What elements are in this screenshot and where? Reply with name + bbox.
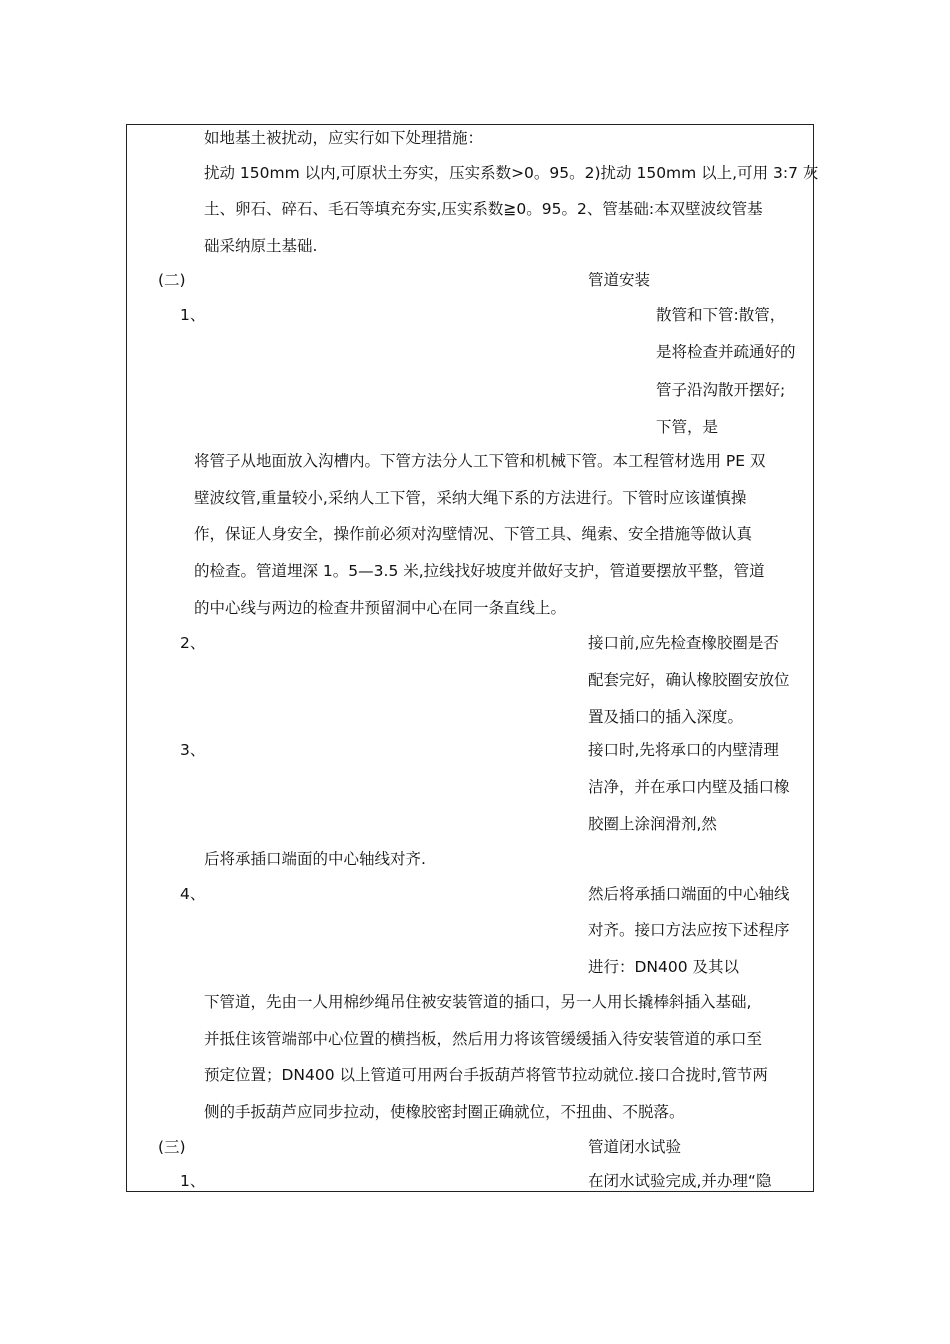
item-text-line: 散管和下管:散管， — [656, 306, 786, 324]
item-text-line: 是将检查并疏通好的 — [656, 343, 796, 361]
paragraph-line: 扰动 150mm 以内,可原状土夯实，压实系数>0。95。2)扰动 150mm 以上,可用 3:7 灰 — [204, 164, 819, 182]
paragraph-line: 础采纳原土基础. — [204, 237, 318, 255]
paragraph-line: 并抵住该管端部中心位置的横挡板，然后用力将该管缓缓插入待安装管道的承口至 — [204, 1030, 763, 1048]
paragraph-line: 如地基土被扰动，应实行如下处理措施： — [204, 129, 484, 147]
item-text-line: 下管，是 — [656, 418, 719, 436]
item-number: 2、 — [180, 634, 206, 652]
paragraph-line: 土、卵石、碎石、毛石等填充夯实,压实系数≧0。95。2、管基础:本双壁波纹管基 — [204, 200, 763, 218]
item-text-line: 配套完好，确认橡胶圈安放位 — [588, 671, 790, 689]
item-number: 1、 — [180, 306, 206, 324]
item-text-line: 对齐。接口方法应按下述程序 — [588, 921, 790, 939]
item-text-line: 管子沿沟散开摆好; — [656, 381, 786, 399]
section-title: 管道闭水试验 — [588, 1138, 682, 1156]
item-text-line: 洁净，并在承口内壁及插口橡 — [588, 778, 790, 796]
paragraph-line: 的检查。管道埋深 1。5—3.5 米,拉线找好坡度并做好支护，管道要摆放平整，管道 — [194, 562, 765, 580]
item-text-line: 在闭水试验完成,并办理“隐 — [588, 1172, 772, 1190]
paragraph-line: 后将承插口端面的中心轴线对齐. — [204, 850, 426, 868]
paragraph-line: 预定位置；DN400 以上管道可用两台手扳葫芦将管节拉动就位.接口合拢时,管节两 — [204, 1066, 768, 1084]
item-text-line: 胶圈上涂润滑剂,然 — [588, 815, 717, 833]
section-number: (三) — [158, 1138, 186, 1156]
item-text-line: 然后将承插口端面的中心轴线 — [588, 885, 790, 903]
item-number: 1、 — [180, 1172, 206, 1190]
item-text-line: 接口时,先将承口的内壁清理 — [588, 741, 779, 759]
paragraph-line: 壁波纹管,重量较小,采纳人工下管，采纳大绳下系的方法进行。下管时应该谨慎操 — [194, 489, 747, 507]
paragraph-line: 将管子从地面放入沟槽内。下管方法分人工下管和机械下管。本工程管材选用 PE 双 — [194, 452, 766, 470]
item-number: 4、 — [180, 885, 206, 903]
section-title: 管道安装 — [588, 271, 651, 289]
item-text-line: 接口前,应先检查橡胶圈是否 — [588, 634, 779, 652]
paragraph-line: 侧的手扳葫芦应同步拉动，使橡胶密封圈正确就位，不扭曲、不脱落。 — [204, 1103, 685, 1121]
paragraph-line: 下管道，先由一人用棉纱绳吊住被安装管道的插口，另一人用长撬棒斜插入基础, — [204, 993, 752, 1011]
item-text-line: 进行：DN400 及其以 — [588, 958, 740, 976]
paragraph-line: 的中心线与两边的检查井预留洞中心在同一条直线上。 — [194, 599, 567, 617]
section-number: (二) — [158, 271, 186, 289]
paragraph-line: 作，保证人身安全，操作前必须对沟壁情况、下管工具、绳索、安全措施等做认真 — [194, 525, 753, 543]
item-number: 3、 — [180, 741, 206, 759]
item-text-line: 置及插口的插入深度。 — [588, 708, 744, 726]
